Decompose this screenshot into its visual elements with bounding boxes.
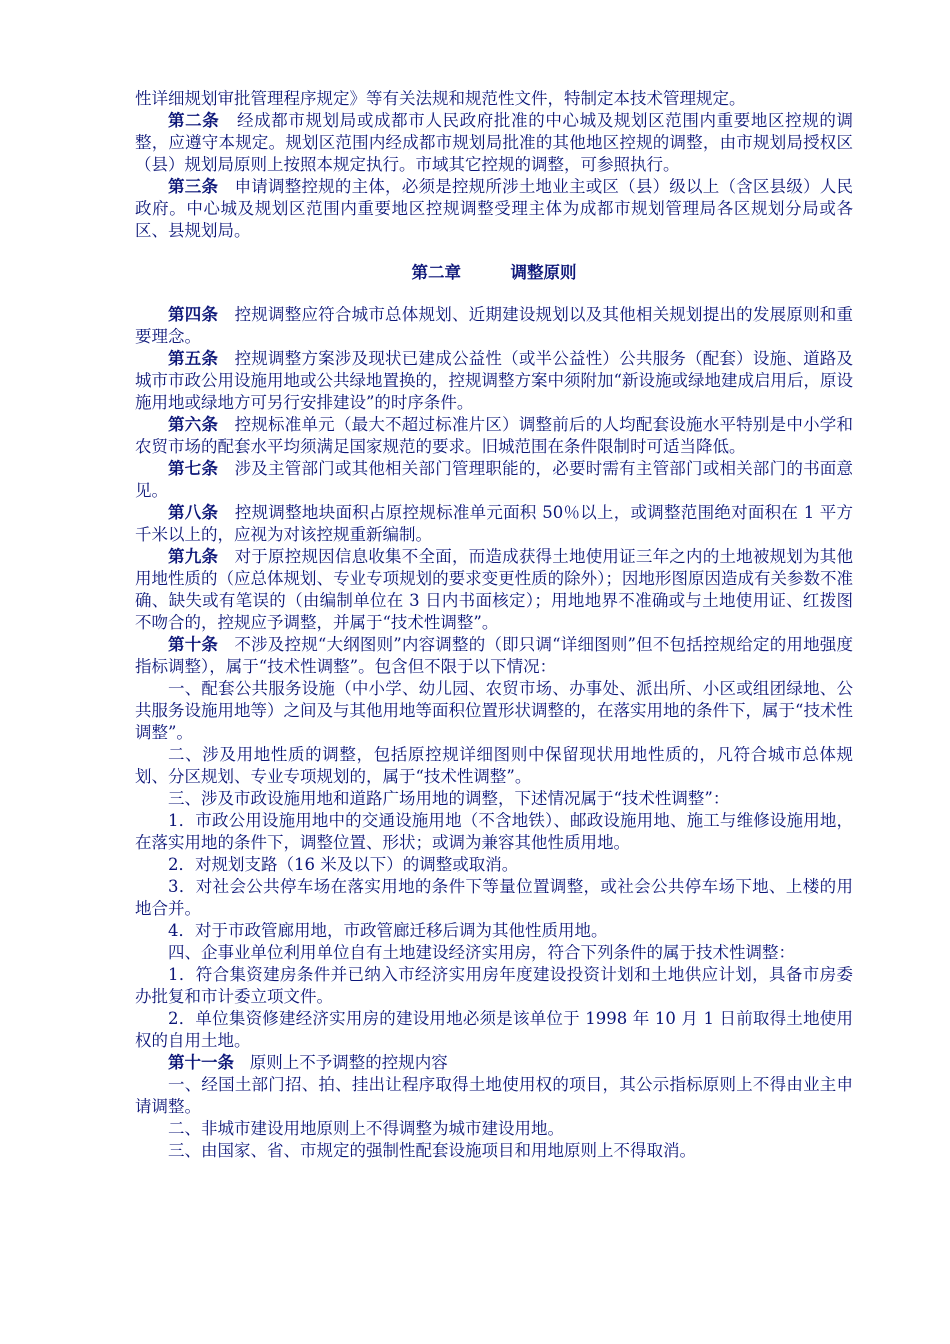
article-2 <box>135 110 853 176</box>
article-3-text: 申请调整控规的主体，必须是控规所涉土地业主或区（县）级以上（含区县级）人民政府。中心城及规划区范围内重要地区控规调整受理主体为成都市规划管理局各区规划分局或各区、县规划局。 <box>135 177 854 240</box>
article-11-text: 原则上不予调整的控规内容 <box>249 1053 448 1072</box>
document-page <box>135 88 853 1162</box>
article-2-label: 第二条 <box>168 111 220 130</box>
article-5 <box>135 348 853 414</box>
article-6 <box>135 414 853 458</box>
chapter-heading <box>135 262 853 284</box>
article-7 <box>135 458 853 502</box>
article-4 <box>135 304 853 348</box>
article-7-label: 第七条 <box>168 459 219 478</box>
article-11-item-2: 二、非城市建设用地原则上不得调整为城市建设用地。 <box>168 1119 564 1138</box>
intro-tail-paragraph <box>135 88 853 110</box>
article-11-item-1: 一、经国土部门招、拍、挂出让程序取得土地使用权的项目，其公示指标原则上不得由业主申请调整。 <box>135 1075 853 1116</box>
intro-tail-text: 性详细规划审批管理程序规定》等有关法规和规范性文件，特制定本技术管理规定。 <box>135 89 746 108</box>
article-10-item-3-sub-1: 1．市政公用设施用地中的交通设施用地（不含地铁）、邮政设施用地、施工与维修设施用地，在落实用地的条件下，调整位置、形状；或调为兼容其他性质用地。 <box>135 811 853 852</box>
article-8-text: 控规调整地块面积占原控规标准单元面积 50％以上，或调整范围绝对面积在 1 平方千米以上的，应视为对该控规重新编制。 <box>135 503 853 544</box>
article-9-text: 对于原控规因信息收集不全面，而造成获得土地使用证三年之内的土地被规划为其他用地性质的（应总体规划、专业专项规划的要求变更性质的除外）；因地形图原因造成有关参数不准确、缺失或有笔误的（由编制单位在 3 日内书面核定）；用地地界不准确或与土地使用证、红拨图不吻合的，控规应予调整，并属于“技术性调整”。 <box>135 547 854 632</box>
article-11-label: 第十一条 <box>168 1053 234 1072</box>
article-2-text: 经成都市规划局或成都市人民政府批准的中心城及规划区范围内重要地区控规的调整，应遵守本规定。规划区范围内经成都市规划局批准的其他地区控规的调整，由市规划局授权区（县）规划局原则上按照本规定执行。市域其它控规的调整，可参照执行。 <box>135 111 853 174</box>
article-10-item-4-sub-1: 1．符合集资建房条件并已纳入市经济实用房年度建设投资计划和土地供应计划，具备市房委办批复和市计委立项文件。 <box>135 965 853 1006</box>
article-5-text: 控规调整方案涉及现状已建成公益性（或半公益性）公共服务（配套）设施、道路及城市市政公用设施用地或公共绿地置换的，控规调整方案中须附加“新设施或绿地建成启用后，原设施用地或绿地方可另行安排建设”的时序条件。 <box>135 349 854 412</box>
article-10-item-3-sub-2: 2．对规划支路（16 米及以下）的调整或取消。 <box>168 855 519 874</box>
article-10-label: 第十条 <box>168 635 219 654</box>
article-4-label: 第四条 <box>168 305 219 324</box>
article-6-text: 控规标准单元（最大不超过标准片区）调整前后的人均配套设施水平特别是中小学和农贸市场的配套水平均须满足国家规范的要求。旧城范围在条件限制时可适当降低。 <box>135 415 854 456</box>
article-10-item-3: 三、涉及市政设施用地和道路广场用地的调整，下述情况属于“技术性调整”： <box>168 789 730 808</box>
article-10 <box>135 634 853 678</box>
article-9-label: 第九条 <box>168 547 219 566</box>
article-10-item-1: 一、配套公共服务设施（中小学、幼儿园、农贸市场、办事处、派出所、小区或组团绿地、公共服务设施用地等）之间及与其他用地等面积位置形状调整的，在落实用地的条件下，属于“技术性调整”。 <box>135 679 853 742</box>
article-11 <box>135 1052 853 1074</box>
article-7-text: 涉及主管部门或其他相关部门管理职能的，必要时需有主管部门或相关部门的书面意见。 <box>135 459 854 500</box>
chapter-title: 调整原则 <box>510 263 577 282</box>
article-10-text: 不涉及控规“大纲图则”内容调整的（即只调“详细图则”但不包括控规给定的用地强度指标调整），属于“技术性调整”。包含但不限于以下情况： <box>135 635 854 676</box>
article-8 <box>135 502 853 546</box>
article-5-label: 第五条 <box>168 349 219 368</box>
article-4-text: 控规调整应符合城市总体规划、近期建设规划以及其他相关规划提出的发展原则和重要理念。 <box>135 305 854 346</box>
article-10-item-4: 四、企事业单位利用单位自有土地建设经济实用房，符合下列条件的属于技术性调整： <box>168 943 795 962</box>
article-3-label: 第三条 <box>168 177 219 196</box>
article-10-item-3-sub-4: 4．对于市政管廊用地，市政管廊迁移后调为其他性质用地。 <box>168 921 608 940</box>
article-3 <box>135 176 853 242</box>
article-6-label: 第六条 <box>168 415 219 434</box>
article-10-item-3-sub-3: 3．对社会公共停车场在落实用地的条件下等量位置调整，或社会公共停车场下地、上楼的用地合并。 <box>135 877 853 918</box>
article-8-label: 第八条 <box>168 503 219 522</box>
article-10-item-2: 二、涉及用地性质的调整，包括原控规详细图则中保留现状用地性质的，凡符合城市总体规划、分区规划、专业专项规划的，属于“技术性调整”。 <box>135 745 853 786</box>
article-9 <box>135 546 853 634</box>
article-10-item-4-sub-2: 2．单位集资修建经济实用房的建设用地必须是该单位于 1998 年 10 月 1 日前取得土地使用权的自用土地。 <box>135 1009 853 1050</box>
article-11-item-3: 三、由国家、省、市规定的强制性配套设施项目和用地原则上不得取消。 <box>168 1141 696 1160</box>
chapter-number: 第二章 <box>411 263 461 282</box>
